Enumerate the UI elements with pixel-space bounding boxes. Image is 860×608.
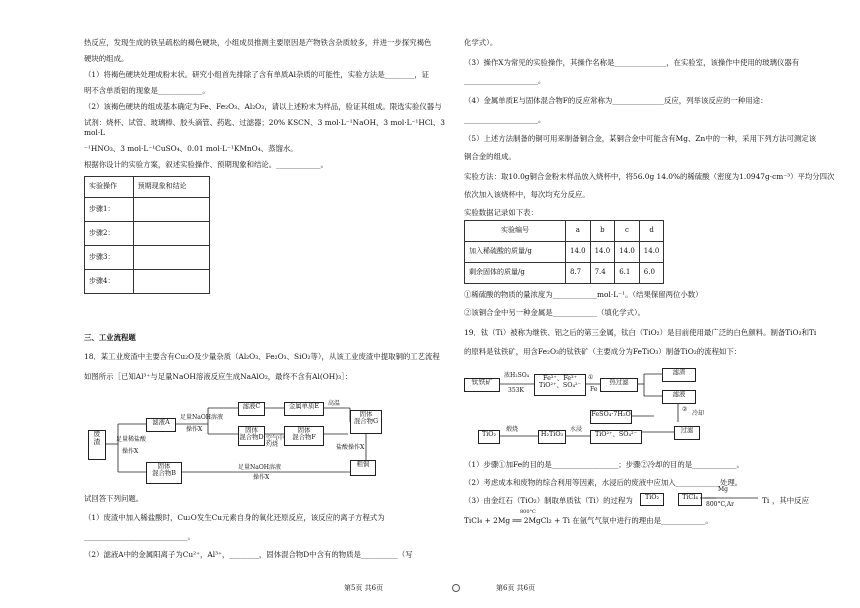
table-cell: 步骤1： bbox=[85, 197, 134, 221]
flow-label: ① bbox=[588, 374, 594, 381]
page-number-left: 第5页 共6页 bbox=[344, 584, 384, 592]
table-cell: 6.0 bbox=[639, 263, 664, 284]
text-line: 明不含单质铝的现象是____________。 bbox=[84, 85, 210, 95]
residue-box: 滤渣 bbox=[662, 368, 696, 382]
solid-g-box: 固体 混合物G bbox=[350, 410, 382, 434]
flow-label: 足量NaOH溶液 bbox=[180, 414, 223, 421]
feso4-box: FeSO₄·7H₂O bbox=[590, 410, 632, 424]
table-cell: 步骤4： bbox=[85, 269, 134, 293]
condition-label: 800°C bbox=[520, 509, 536, 515]
ions-box: Fe²⁺、Fe³⁺ TiO²⁺、SO₄²⁻ bbox=[534, 374, 586, 396]
text-line: ____________________。 bbox=[464, 115, 546, 124]
flow-label: 空气中 灼烧 bbox=[266, 435, 285, 448]
table-header: c bbox=[615, 221, 640, 242]
flow-label: 盐酸操作X bbox=[336, 444, 365, 451]
flow-label: 水浸 bbox=[570, 426, 583, 433]
table-header: d bbox=[639, 221, 664, 242]
text-line: （2）考虑成本和废物的综合利用等因素，水浸后的废液中应加入____________处理。 bbox=[464, 478, 743, 487]
text-line: 依次加入该烧杯中，每次均充分反应。 bbox=[464, 190, 590, 199]
table-header: 实验编号 bbox=[465, 221, 566, 242]
waste-box: 废 渣 bbox=[88, 430, 106, 460]
text-line: （2）滤液A中的金属阳离子为Cu²⁺，Al³⁺，________，固体混合物D中含有的物质是__________（写 bbox=[84, 550, 413, 559]
text-line: ____________________。 bbox=[464, 76, 546, 85]
table-cell: 14.0 bbox=[566, 242, 591, 263]
text-line: （1）将褐色硬块处理成粉末状。研究小组首先排除了含有单质Al杂质的可能性，实验方法是________，证 bbox=[84, 69, 429, 79]
metal-e-box: 金属单质E bbox=[284, 402, 324, 416]
flow-label: 操作X bbox=[253, 474, 270, 481]
text-line: （1）步骤①加Fe的目的是__________________；步骤②冷却的目的是____________。 bbox=[464, 460, 744, 469]
table-cell: 步骤3： bbox=[85, 245, 134, 269]
text-line: 试剂：烧杯、试管、玻璃棒、胶头滴管、药匙、过滤器；20% KSCN、3 mol·L⁻¹NaOH、3 mol·L⁻¹HCl、3 mol·L bbox=[84, 117, 445, 137]
table-cell: 剩余固体的质量/g bbox=[465, 263, 566, 284]
flow-label: 353K bbox=[508, 387, 524, 394]
text-line: （3）操作X为常见的实验操作，其操作名称是______________，在实验室，该操作中使用的玻璃仪器有 bbox=[464, 58, 800, 67]
ions2-box: TiO²⁺、SO₄²⁻ bbox=[590, 430, 642, 444]
text-line: 实验数据记录如下表： bbox=[464, 208, 538, 217]
table-header: b bbox=[590, 221, 615, 242]
text-line: 试回答下列问题。 bbox=[84, 494, 144, 503]
flow-label: 煅烧 bbox=[506, 426, 519, 433]
table-header: 实验操作 bbox=[85, 176, 134, 197]
table-cell: 步骤2： bbox=[85, 221, 134, 245]
table-cell: 7.4 bbox=[590, 263, 615, 284]
solid-d-box: 固体 混合物D bbox=[238, 426, 265, 446]
text-line: ，其中反应 bbox=[772, 496, 809, 505]
h2tio3-box: H₂TiO₃ bbox=[538, 430, 566, 444]
flow-label: Fe bbox=[590, 386, 598, 393]
text-line: 化学式）。 bbox=[464, 38, 498, 47]
filtrate-a-box: 滤液A bbox=[146, 418, 176, 432]
flow-label: 冷却 bbox=[692, 410, 705, 417]
text-line: ____________________________。 bbox=[84, 532, 195, 541]
text-line: （3）由金红石（TiO₂）制取单质钛（Ti）的过程为 bbox=[464, 496, 633, 505]
text-line: ⁻¹HNO₃、3 mol·L⁻¹CuSO₄、0.01 mol·L⁻¹KMnO₄、蒸馏水。 bbox=[84, 143, 298, 153]
text-line: TiCl₄ + 2Mg ══ 2MgCl₂ + Ti 在氩气气氛中进行的理由是____________。 bbox=[464, 516, 713, 525]
ticl4-box: TiCl₄ bbox=[678, 493, 702, 506]
flow-label: 操作X bbox=[186, 426, 203, 433]
hot-filter-box: 热过滤 bbox=[600, 378, 638, 392]
text-line: ②该铜合金中另一种金属是____________（填化学式）。 bbox=[464, 308, 646, 317]
solid-f-box: 固体 混合物F bbox=[284, 426, 324, 446]
filtrate-box: 滤液 bbox=[662, 390, 696, 404]
text-line: 如图所示［已知Al³⁺与足量NaOH溶液反应生成NaAlO₂，最终不含有Al(OH)₃］： bbox=[84, 372, 353, 381]
solid-b-box: 固体 混合物B bbox=[146, 462, 182, 484]
flow-label: 高温 bbox=[328, 400, 341, 407]
text-line: 根据你设计的实验方案，叙述实验操作、预期现象和结论。____________。 bbox=[84, 159, 328, 169]
filtrate-c-box: 滤液C bbox=[238, 402, 265, 416]
text-line: （1）废渣中加入稀盐酸时，Cu₂O发生Cu元素自身的氧化还原反应，该反应的离子方程式为 bbox=[84, 513, 385, 522]
text-line: ①稀硫酸的物质的量浓度为____________mol·L⁻¹。（结果保留两位小数） bbox=[464, 290, 703, 299]
tio2-small-box: TiO₂ bbox=[640, 493, 664, 506]
text-line: 铜合金的组成。 bbox=[464, 152, 516, 161]
binding-dot bbox=[452, 584, 460, 592]
text-line: （2）该褐色硬块的组成基本确定为Fe、Fe₂O₃、Al₂O₃，请以上述粉末为样品，验证其组成。限选实验仪器与 bbox=[84, 101, 442, 111]
text-line: 18．某工业废渣中主要含有Cu₂O及少量杂质（Al₂O₃、Fe₂O₃、SiO₂等），从该工业废渣中提取铜的工艺流程 bbox=[84, 352, 440, 361]
section-title: 三、工业流程题 bbox=[84, 333, 136, 342]
tio2-box: TiO₂ bbox=[478, 430, 500, 444]
text-line: 19．钛（Ti）被称为继铁、铝之后的第三金属，钛白（TiO₂）是目前使用最广泛的白色颜料。制备TiO₂和Ti bbox=[464, 328, 817, 337]
page-number-right: 第6页 共6页 bbox=[496, 584, 536, 592]
flow-label: 足量NaOH溶液 bbox=[238, 464, 281, 471]
flow-diagram-18 bbox=[88, 392, 388, 487]
flow-label: 足量稀盐酸 bbox=[116, 436, 147, 443]
text-line: 的原料是钛铁矿，用含Fe₂O₃的钛铁矿（主要成分为FeTiO₃）制备TiO₂的流程如下： bbox=[464, 347, 742, 356]
table-cell: 6.1 bbox=[615, 263, 640, 284]
experiment-table bbox=[84, 176, 210, 294]
flow-label: 浓H₂SO₄ bbox=[504, 372, 530, 379]
ore-box: 钛铁矿 bbox=[464, 378, 500, 392]
flow-label: 操作X bbox=[122, 448, 139, 455]
table-header: 预期现象和结论 bbox=[133, 176, 209, 197]
text-line: 硬块的组成。 bbox=[84, 53, 129, 63]
left-page bbox=[84, 38, 454, 294]
reagent-label: Mg bbox=[718, 486, 728, 493]
text-line: 热反应，发现生成的铁呈疏松的褐色硬块，小组成员推测主要原因是产物铁含杂质较多，并进一步探究褐色 bbox=[84, 38, 432, 47]
table-cell: 加入稀硫酸的质量/g bbox=[465, 242, 566, 263]
ti-text: Ti bbox=[762, 496, 770, 505]
flow-diagram-19 bbox=[464, 364, 764, 454]
filter-box: 过滤 bbox=[674, 426, 700, 440]
condition-label: 800°C,Ar bbox=[706, 501, 734, 508]
text-line: （5）上述方法制备的铜可用来制备铜合金，某铜合金中可能含有Mg、Zn中的一种，采用下列方法可测定该 bbox=[464, 134, 817, 143]
text-line: 实验方法：取10.0g铜合金粉末样品放入烧杯中，将56.0g 14.0%的稀硫酸（密度为1.0947g·cm⁻³）平均分四次 bbox=[464, 172, 835, 181]
text-line: （4）金属单质E与固体混合物F的反应常称为______________反应，列举该反应的一种用途： bbox=[464, 96, 768, 105]
data-table bbox=[464, 220, 664, 284]
table-cell: 8.7 bbox=[566, 263, 591, 284]
flow-label: ② bbox=[682, 406, 688, 413]
copper-box: 粗铜 bbox=[350, 460, 376, 476]
table-cell: 14.0 bbox=[639, 242, 664, 263]
table-cell: 14.0 bbox=[590, 242, 615, 263]
table-cell: 14.0 bbox=[615, 242, 640, 263]
table-header: a bbox=[566, 221, 591, 242]
